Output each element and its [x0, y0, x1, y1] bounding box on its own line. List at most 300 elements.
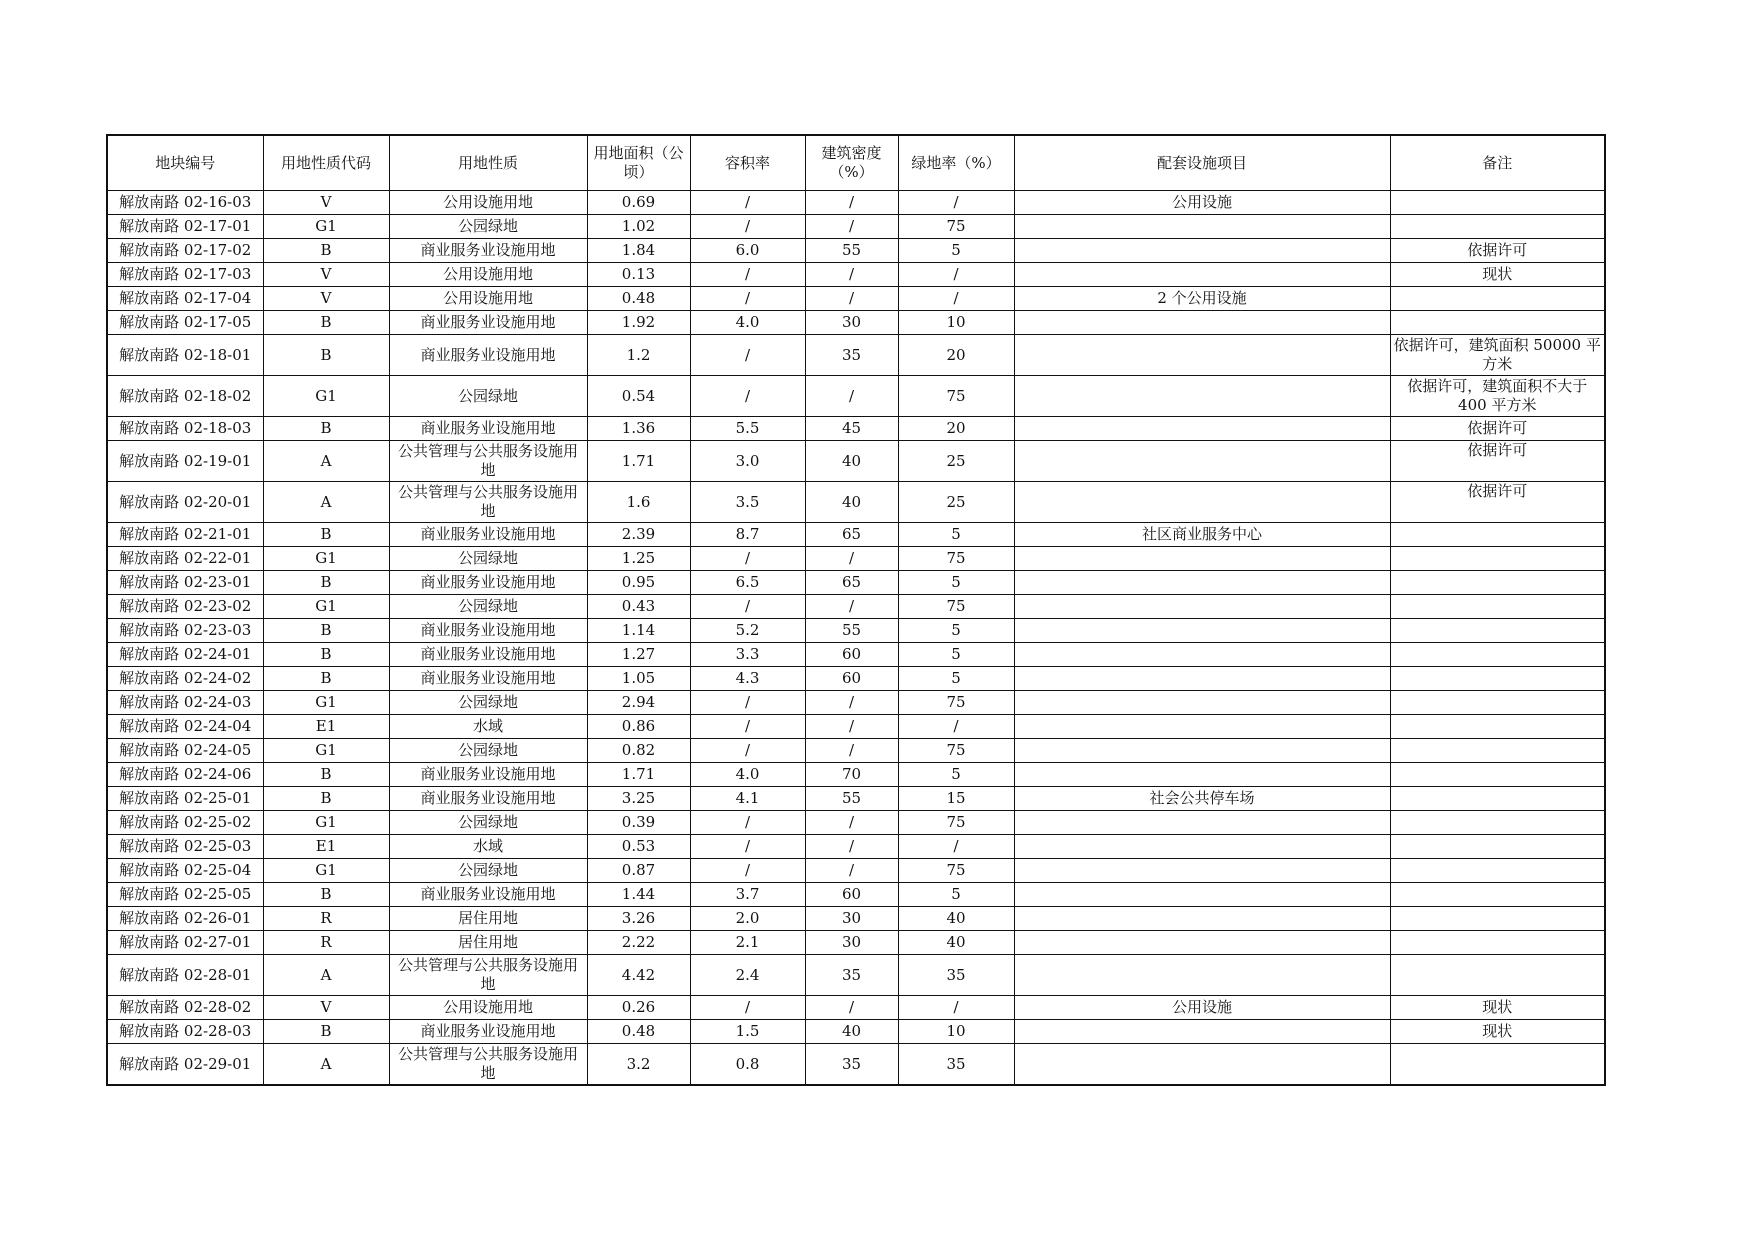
- land-use-cell: 商业服务业设施用地: [389, 239, 587, 263]
- land-use-table: [106, 134, 1606, 1086]
- density-cell: /: [805, 191, 898, 215]
- land-use-cell: 商业服务业设施用地: [389, 883, 587, 907]
- density-cell: /: [805, 547, 898, 571]
- table-row: [107, 417, 1605, 441]
- density-cell: /: [805, 859, 898, 883]
- land-use-cell: 公园绿地: [389, 376, 587, 417]
- plot-id-cell: 解放南路 02-18-01: [107, 335, 263, 376]
- green-rate-cell: 10: [898, 311, 1014, 335]
- facilities-cell: [1014, 311, 1390, 335]
- density-cell: 35: [805, 335, 898, 376]
- remarks-cell: [1390, 215, 1605, 239]
- area-cell: 0.86: [587, 715, 690, 739]
- far-cell: /: [690, 335, 805, 376]
- facilities-cell: [1014, 595, 1390, 619]
- green-rate-cell: 75: [898, 376, 1014, 417]
- area-cell: 1.71: [587, 763, 690, 787]
- far-cell: 1.5: [690, 1020, 805, 1044]
- facilities-cell: [1014, 883, 1390, 907]
- land-code-cell: G1: [263, 811, 389, 835]
- remarks-cell: 依据许可: [1390, 441, 1605, 482]
- land-code-cell: G1: [263, 547, 389, 571]
- plot-id-cell: 解放南路 02-16-03: [107, 191, 263, 215]
- land-use-cell: 居住用地: [389, 907, 587, 931]
- far-cell: 3.3: [690, 643, 805, 667]
- plot-id-cell: 解放南路 02-17-02: [107, 239, 263, 263]
- green-rate-cell: 5: [898, 667, 1014, 691]
- land-code-cell: B: [263, 643, 389, 667]
- plot-id-cell: 解放南路 02-24-03: [107, 691, 263, 715]
- remarks-cell: [1390, 571, 1605, 595]
- facilities-cell: [1014, 441, 1390, 482]
- facilities-cell: [1014, 715, 1390, 739]
- plot-id-cell: 解放南路 02-25-04: [107, 859, 263, 883]
- area-cell: 3.26: [587, 907, 690, 931]
- far-cell: 6.0: [690, 239, 805, 263]
- far-cell: 3.7: [690, 883, 805, 907]
- land-use-cell: 水域: [389, 715, 587, 739]
- density-cell: /: [805, 215, 898, 239]
- density-cell: /: [805, 287, 898, 311]
- green-rate-cell: 15: [898, 787, 1014, 811]
- land-code-cell: B: [263, 239, 389, 263]
- density-cell: /: [805, 595, 898, 619]
- table-row: [107, 859, 1605, 883]
- table-row: [107, 482, 1605, 523]
- area-cell: 0.48: [587, 1020, 690, 1044]
- land-code-cell: V: [263, 263, 389, 287]
- table-row: [107, 996, 1605, 1020]
- header-area: 用地面积（公顷）: [587, 135, 690, 191]
- table-row: [107, 547, 1605, 571]
- plot-id-cell: 解放南路 02-17-04: [107, 287, 263, 311]
- far-cell: /: [690, 263, 805, 287]
- remarks-cell: [1390, 955, 1605, 996]
- facilities-cell: [1014, 763, 1390, 787]
- density-cell: 60: [805, 667, 898, 691]
- table-row: [107, 787, 1605, 811]
- land-use-cell: 公共管理与公共服务设施用地: [389, 482, 587, 523]
- density-cell: /: [805, 715, 898, 739]
- land-code-cell: E1: [263, 715, 389, 739]
- land-code-cell: B: [263, 1020, 389, 1044]
- plot-id-cell: 解放南路 02-26-01: [107, 907, 263, 931]
- land-use-cell: 商业服务业设施用地: [389, 1020, 587, 1044]
- facilities-cell: [1014, 667, 1390, 691]
- land-code-cell: G1: [263, 376, 389, 417]
- plot-id-cell: 解放南路 02-22-01: [107, 547, 263, 571]
- green-rate-cell: 75: [898, 859, 1014, 883]
- density-cell: 45: [805, 417, 898, 441]
- density-cell: /: [805, 263, 898, 287]
- facilities-cell: [1014, 215, 1390, 239]
- density-cell: 55: [805, 619, 898, 643]
- table-row: [107, 239, 1605, 263]
- remarks-cell: 依据许可: [1390, 417, 1605, 441]
- land-code-cell: B: [263, 763, 389, 787]
- facilities-cell: [1014, 1044, 1390, 1086]
- remarks-cell: [1390, 811, 1605, 835]
- facilities-cell: 公用设施: [1014, 191, 1390, 215]
- land-code-cell: A: [263, 482, 389, 523]
- table-row: [107, 811, 1605, 835]
- header-land-code: 用地性质代码: [263, 135, 389, 191]
- far-cell: /: [690, 715, 805, 739]
- facilities-cell: [1014, 417, 1390, 441]
- table-row: [107, 715, 1605, 739]
- plot-id-cell: 解放南路 02-24-06: [107, 763, 263, 787]
- table-row: [107, 263, 1605, 287]
- land-code-cell: G1: [263, 859, 389, 883]
- green-rate-cell: 10: [898, 1020, 1014, 1044]
- density-cell: /: [805, 835, 898, 859]
- land-use-cell: 公园绿地: [389, 595, 587, 619]
- table-row: [107, 595, 1605, 619]
- density-cell: /: [805, 376, 898, 417]
- table-row: [107, 907, 1605, 931]
- land-use-cell: 公用设施用地: [389, 287, 587, 311]
- remarks-cell: 依据许可，建筑面积不大于 400 平方米: [1390, 376, 1605, 417]
- green-rate-cell: 35: [898, 955, 1014, 996]
- area-cell: 2.94: [587, 691, 690, 715]
- plot-id-cell: 解放南路 02-25-02: [107, 811, 263, 835]
- facilities-cell: [1014, 263, 1390, 287]
- header-facilities: 配套设施项目: [1014, 135, 1390, 191]
- green-rate-cell: 75: [898, 595, 1014, 619]
- far-cell: /: [690, 547, 805, 571]
- remarks-cell: [1390, 691, 1605, 715]
- facilities-cell: [1014, 1020, 1390, 1044]
- far-cell: /: [690, 835, 805, 859]
- green-rate-cell: 40: [898, 931, 1014, 955]
- land-code-cell: B: [263, 335, 389, 376]
- plot-id-cell: 解放南路 02-17-05: [107, 311, 263, 335]
- area-cell: 1.05: [587, 667, 690, 691]
- area-cell: 1.02: [587, 215, 690, 239]
- green-rate-cell: /: [898, 191, 1014, 215]
- land-use-cell: 商业服务业设施用地: [389, 417, 587, 441]
- far-cell: /: [690, 739, 805, 763]
- density-cell: /: [805, 996, 898, 1020]
- remarks-cell: [1390, 287, 1605, 311]
- area-cell: 0.95: [587, 571, 690, 595]
- remarks-cell: 依据许可，建筑面积 50000 平方米: [1390, 335, 1605, 376]
- plot-id-cell: 解放南路 02-25-01: [107, 787, 263, 811]
- green-rate-cell: /: [898, 263, 1014, 287]
- table-row: [107, 643, 1605, 667]
- plot-id-cell: 解放南路 02-24-02: [107, 667, 263, 691]
- header-far: 容积率: [690, 135, 805, 191]
- land-use-cell: 商业服务业设施用地: [389, 523, 587, 547]
- remarks-cell: [1390, 523, 1605, 547]
- area-cell: 1.25: [587, 547, 690, 571]
- land-use-cell: 商业服务业设施用地: [389, 311, 587, 335]
- density-cell: 30: [805, 907, 898, 931]
- area-cell: 1.27: [587, 643, 690, 667]
- land-code-cell: R: [263, 907, 389, 931]
- far-cell: 6.5: [690, 571, 805, 595]
- table-row: [107, 523, 1605, 547]
- land-use-cell: 居住用地: [389, 931, 587, 955]
- area-cell: 4.42: [587, 955, 690, 996]
- area-cell: 0.87: [587, 859, 690, 883]
- land-use-cell: 公用设施用地: [389, 191, 587, 215]
- facilities-cell: 社区商业服务中心: [1014, 523, 1390, 547]
- green-rate-cell: /: [898, 715, 1014, 739]
- area-cell: 0.13: [587, 263, 690, 287]
- facilities-cell: [1014, 643, 1390, 667]
- area-cell: 0.48: [587, 287, 690, 311]
- table-row: [107, 1020, 1605, 1044]
- land-use-cell: 公共管理与公共服务设施用地: [389, 955, 587, 996]
- area-cell: 1.92: [587, 311, 690, 335]
- land-use-cell: 公园绿地: [389, 691, 587, 715]
- density-cell: 40: [805, 441, 898, 482]
- table-row: [107, 1044, 1605, 1086]
- area-cell: 0.39: [587, 811, 690, 835]
- green-rate-cell: 20: [898, 335, 1014, 376]
- far-cell: /: [690, 376, 805, 417]
- green-rate-cell: 75: [898, 547, 1014, 571]
- area-cell: 3.25: [587, 787, 690, 811]
- plot-id-cell: 解放南路 02-17-01: [107, 215, 263, 239]
- area-cell: 1.71: [587, 441, 690, 482]
- land-use-cell: 商业服务业设施用地: [389, 643, 587, 667]
- far-cell: /: [690, 691, 805, 715]
- table-row: [107, 667, 1605, 691]
- density-cell: /: [805, 811, 898, 835]
- density-cell: 60: [805, 643, 898, 667]
- green-rate-cell: 75: [898, 215, 1014, 239]
- density-cell: 30: [805, 311, 898, 335]
- land-use-cell: 公用设施用地: [389, 263, 587, 287]
- far-cell: /: [690, 215, 805, 239]
- facilities-cell: [1014, 907, 1390, 931]
- land-code-cell: A: [263, 441, 389, 482]
- green-rate-cell: 25: [898, 441, 1014, 482]
- green-rate-cell: 5: [898, 239, 1014, 263]
- plot-id-cell: 解放南路 02-28-02: [107, 996, 263, 1020]
- land-use-cell: 商业服务业设施用地: [389, 763, 587, 787]
- remarks-cell: [1390, 859, 1605, 883]
- facilities-cell: [1014, 931, 1390, 955]
- land-code-cell: V: [263, 287, 389, 311]
- land-code-cell: B: [263, 417, 389, 441]
- land-code-cell: B: [263, 787, 389, 811]
- facilities-cell: 2 个公用设施: [1014, 287, 1390, 311]
- table-row: [107, 215, 1605, 239]
- land-use-cell: 公园绿地: [389, 811, 587, 835]
- remarks-cell: 依据许可: [1390, 482, 1605, 523]
- density-cell: 35: [805, 1044, 898, 1086]
- green-rate-cell: 40: [898, 907, 1014, 931]
- facilities-cell: [1014, 739, 1390, 763]
- far-cell: /: [690, 191, 805, 215]
- plot-id-cell: 解放南路 02-24-01: [107, 643, 263, 667]
- remarks-cell: 现状: [1390, 263, 1605, 287]
- density-cell: 65: [805, 523, 898, 547]
- table-row: [107, 311, 1605, 335]
- land-use-cell: 商业服务业设施用地: [389, 787, 587, 811]
- plot-id-cell: 解放南路 02-20-01: [107, 482, 263, 523]
- far-cell: 5.5: [690, 417, 805, 441]
- land-code-cell: G1: [263, 215, 389, 239]
- land-code-cell: B: [263, 523, 389, 547]
- green-rate-cell: 20: [898, 417, 1014, 441]
- far-cell: 2.4: [690, 955, 805, 996]
- remarks-cell: 现状: [1390, 1020, 1605, 1044]
- area-cell: 0.82: [587, 739, 690, 763]
- remarks-cell: [1390, 1044, 1605, 1086]
- table-row: [107, 883, 1605, 907]
- land-use-cell: 公园绿地: [389, 547, 587, 571]
- land-code-cell: R: [263, 931, 389, 955]
- density-cell: 30: [805, 931, 898, 955]
- far-cell: 4.0: [690, 763, 805, 787]
- green-rate-cell: /: [898, 996, 1014, 1020]
- far-cell: 2.0: [690, 907, 805, 931]
- land-code-cell: B: [263, 571, 389, 595]
- far-cell: 4.0: [690, 311, 805, 335]
- plot-id-cell: 解放南路 02-25-03: [107, 835, 263, 859]
- area-cell: 3.2: [587, 1044, 690, 1086]
- green-rate-cell: /: [898, 835, 1014, 859]
- far-cell: 8.7: [690, 523, 805, 547]
- density-cell: 55: [805, 787, 898, 811]
- area-cell: 1.44: [587, 883, 690, 907]
- land-code-cell: B: [263, 667, 389, 691]
- green-rate-cell: 5: [898, 883, 1014, 907]
- land-code-cell: G1: [263, 595, 389, 619]
- remarks-cell: 依据许可: [1390, 239, 1605, 263]
- green-rate-cell: 5: [898, 643, 1014, 667]
- land-use-cell: 商业服务业设施用地: [389, 667, 587, 691]
- table-row: [107, 571, 1605, 595]
- table-row: [107, 835, 1605, 859]
- table-header-row: [107, 135, 1605, 191]
- land-use-cell: 公园绿地: [389, 859, 587, 883]
- land-use-cell: 公用设施用地: [389, 996, 587, 1020]
- remarks-cell: [1390, 595, 1605, 619]
- remarks-cell: [1390, 835, 1605, 859]
- land-code-cell: A: [263, 1044, 389, 1086]
- facilities-cell: [1014, 619, 1390, 643]
- header-density: 建筑密度（%）: [805, 135, 898, 191]
- remarks-cell: [1390, 619, 1605, 643]
- remarks-cell: [1390, 715, 1605, 739]
- density-cell: 35: [805, 955, 898, 996]
- facilities-cell: [1014, 835, 1390, 859]
- green-rate-cell: 5: [898, 763, 1014, 787]
- green-rate-cell: 75: [898, 739, 1014, 763]
- header-plot-id: 地块编号: [107, 135, 263, 191]
- facilities-cell: [1014, 376, 1390, 417]
- remarks-cell: [1390, 763, 1605, 787]
- far-cell: /: [690, 595, 805, 619]
- facilities-cell: [1014, 691, 1390, 715]
- green-rate-cell: /: [898, 287, 1014, 311]
- land-code-cell: B: [263, 619, 389, 643]
- area-cell: 1.2: [587, 335, 690, 376]
- plot-id-cell: 解放南路 02-23-02: [107, 595, 263, 619]
- density-cell: 60: [805, 883, 898, 907]
- density-cell: 40: [805, 1020, 898, 1044]
- remarks-cell: [1390, 739, 1605, 763]
- green-rate-cell: 5: [898, 571, 1014, 595]
- facilities-cell: [1014, 859, 1390, 883]
- land-use-cell: 商业服务业设施用地: [389, 619, 587, 643]
- land-use-cell: 公园绿地: [389, 739, 587, 763]
- land-use-cell: 公园绿地: [389, 215, 587, 239]
- facilities-cell: [1014, 239, 1390, 263]
- facilities-cell: [1014, 811, 1390, 835]
- area-cell: 0.53: [587, 835, 690, 859]
- density-cell: 65: [805, 571, 898, 595]
- remarks-cell: [1390, 907, 1605, 931]
- area-cell: 2.39: [587, 523, 690, 547]
- header-remarks: 备注: [1390, 135, 1605, 191]
- land-code-cell: E1: [263, 835, 389, 859]
- area-cell: 0.26: [587, 996, 690, 1020]
- area-cell: 0.69: [587, 191, 690, 215]
- land-code-cell: G1: [263, 691, 389, 715]
- plot-id-cell: 解放南路 02-18-02: [107, 376, 263, 417]
- remarks-cell: [1390, 311, 1605, 335]
- table-row: [107, 619, 1605, 643]
- density-cell: 70: [805, 763, 898, 787]
- land-use-cell: 商业服务业设施用地: [389, 571, 587, 595]
- remarks-cell: [1390, 787, 1605, 811]
- table-row: [107, 287, 1605, 311]
- far-cell: /: [690, 996, 805, 1020]
- table-row: [107, 191, 1605, 215]
- area-cell: 1.36: [587, 417, 690, 441]
- land-use-cell: 公共管理与公共服务设施用地: [389, 441, 587, 482]
- far-cell: 3.5: [690, 482, 805, 523]
- density-cell: 40: [805, 482, 898, 523]
- area-cell: 0.43: [587, 595, 690, 619]
- plot-id-cell: 解放南路 02-23-03: [107, 619, 263, 643]
- table-row: [107, 335, 1605, 376]
- plot-id-cell: 解放南路 02-23-01: [107, 571, 263, 595]
- green-rate-cell: 25: [898, 482, 1014, 523]
- table-row: [107, 931, 1605, 955]
- far-cell: 4.1: [690, 787, 805, 811]
- far-cell: 3.0: [690, 441, 805, 482]
- far-cell: 0.8: [690, 1044, 805, 1086]
- plot-id-cell: 解放南路 02-21-01: [107, 523, 263, 547]
- land-use-cell: 商业服务业设施用地: [389, 335, 587, 376]
- green-rate-cell: 75: [898, 811, 1014, 835]
- facilities-cell: 社会公共停车场: [1014, 787, 1390, 811]
- remarks-cell: [1390, 547, 1605, 571]
- remarks-cell: [1390, 643, 1605, 667]
- table-row: [107, 376, 1605, 417]
- table-row: [107, 739, 1605, 763]
- table-row: [107, 955, 1605, 996]
- area-cell: 1.84: [587, 239, 690, 263]
- area-cell: 0.54: [587, 376, 690, 417]
- plot-id-cell: 解放南路 02-28-03: [107, 1020, 263, 1044]
- density-cell: 55: [805, 239, 898, 263]
- plot-id-cell: 解放南路 02-17-03: [107, 263, 263, 287]
- facilities-cell: [1014, 547, 1390, 571]
- green-rate-cell: 35: [898, 1044, 1014, 1086]
- land-code-cell: G1: [263, 739, 389, 763]
- plot-id-cell: 解放南路 02-25-05: [107, 883, 263, 907]
- land-use-cell: 水域: [389, 835, 587, 859]
- density-cell: /: [805, 691, 898, 715]
